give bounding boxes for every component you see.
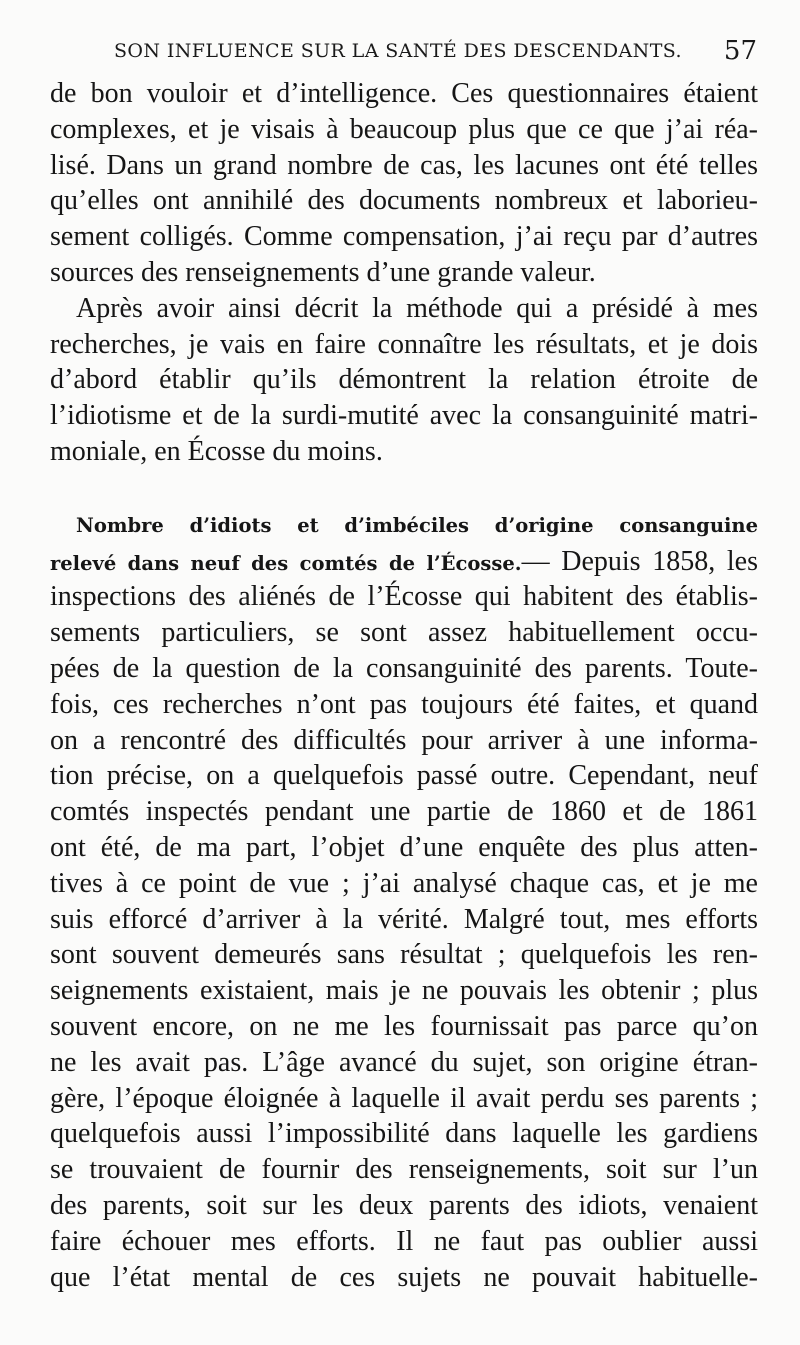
text-line: de bon vouloir et d’intelligence. Ces questionnaires étaient — [50, 78, 758, 109]
text-line: des parents, soit sur les deux parents des idiots, venaient — [50, 1189, 758, 1221]
running-head — [52, 34, 757, 74]
paragraph-1 — [50, 76, 758, 291]
text-line: qu’elles ont annihilé des documents nombreux et laborieu- — [50, 185, 758, 217]
text-line: tives à ce point de vue ; j’ai analysé chaque cas, et je me — [50, 867, 758, 899]
text-line: recherches, je vais en faire connaître les résultats, et je dois — [50, 328, 758, 360]
section-heading-rest: — Depuis 1858, les — [521, 545, 758, 577]
section-heading-line: Nombre d’idiots et d’imbéciles d’origine consanguine — [76, 513, 758, 537]
text-line: ne les avait pas. L’âge avancé du sujet, son origine étran- — [50, 1046, 758, 1078]
text-line: se trouvaient de fournir des renseignements, soit sur l’un — [50, 1154, 758, 1186]
text-line: que l’état mental de ces sujets ne pouvait habituelle- — [50, 1261, 758, 1293]
text-line: comtés inspectés pendant une partie de 1860 et de 1861 — [50, 796, 758, 828]
text-line: sements particuliers, se sont assez habituellement occu- — [50, 617, 758, 649]
text-line: tion précise, on a quelquefois passé outre. Cependant, neuf — [50, 760, 758, 792]
section-heading-line — [50, 544, 758, 580]
text-line: ont été, de ma part, l’objet d’une enquête des plus atten- — [50, 831, 758, 863]
text-line: fois, ces recherches n’ont pas toujours été faites, et quand — [50, 688, 758, 720]
text-line: quelquefois aussi l’impossibilité dans laquelle les gardiens — [50, 1118, 758, 1150]
text-line: gère, l’époque éloignée à laquelle il avait perdu ses parents ; — [50, 1082, 758, 1114]
text-line: sont souvent demeurés sans résultat ; quelquefois les ren- — [50, 939, 758, 971]
running-title: SON INFLUENCE SUR LA SANTÉ DES DESCENDANTS. — [114, 40, 682, 62]
paragraph-gap — [50, 470, 758, 508]
text-line: inspections des aliénés de l’Écosse qui habitent des établis- — [50, 581, 758, 613]
text-line: on a rencontré des difficultés pour arriver à une informa- — [50, 724, 758, 756]
text-line: sement colligés. Comme compensation, j’ai reçu par d’autres — [50, 221, 758, 253]
paragraph-2 — [50, 291, 758, 470]
text-line: souvent encore, on ne me les fournissait pas parce qu’on — [50, 1010, 758, 1042]
body-text — [50, 76, 758, 1295]
text-line: Après avoir ainsi décrit la méthode qui a présidé à mes — [76, 292, 758, 324]
text-line: suis efforcé d’arriver à la vérité. Malgré tout, mes efforts — [50, 903, 758, 935]
text-line: faire échouer mes efforts. Il ne faut pas oublier aussi — [50, 1225, 758, 1257]
text-line: pées de la question de la consanguinité des parents. Toute- — [50, 652, 758, 684]
text-line: complexes, et je visais à beaucoup plus que ce que j’ai réa- — [50, 113, 758, 145]
text-line: d’abord établir qu’ils démontrent la relation étroite de — [50, 364, 758, 396]
paragraph-3 — [50, 508, 758, 1296]
section-heading-bold: relevé dans neuf des comtés de l’Écosse. — [50, 551, 522, 575]
text-line: moniale, en Écosse du moins. — [50, 435, 383, 467]
page-number: 57 — [723, 36, 757, 66]
text-line: lisé. Dans un grand nombre de cas, les lacunes ont été telles — [50, 149, 758, 181]
text-line: l’idiotisme et de la surdi-mutité avec la consanguinité matri- — [50, 400, 758, 432]
text-line: seignements existaient, mais je ne pouvais les obtenir ; plus — [50, 975, 758, 1007]
text-line: sources des renseignements d’une grande valeur. — [50, 256, 596, 288]
